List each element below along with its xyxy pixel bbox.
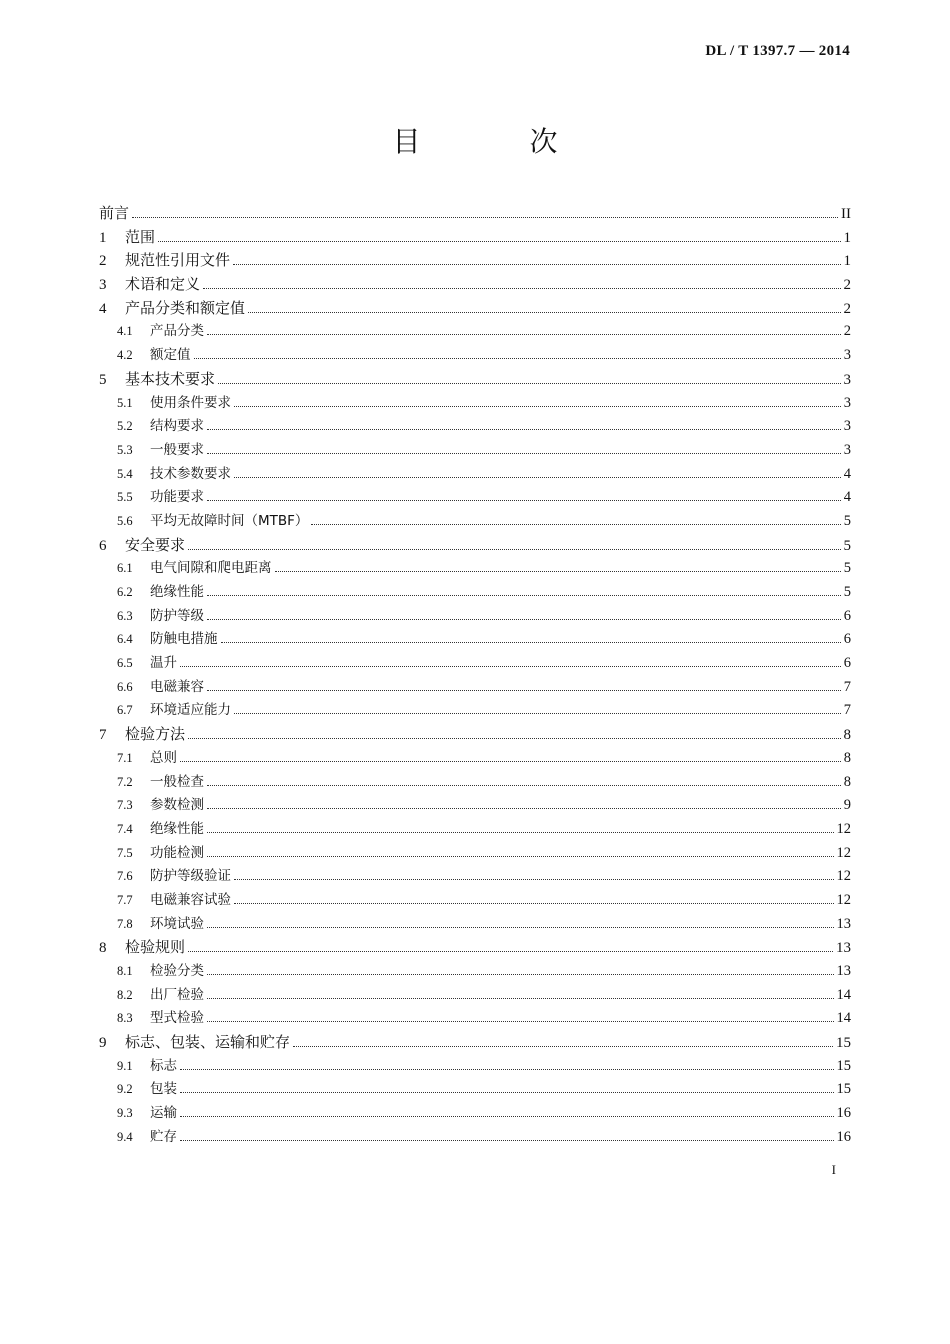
toc-entry-page: 6 [843, 607, 851, 624]
toc-entry[interactable] [99, 652, 851, 676]
toc-entry[interactable] [99, 249, 851, 273]
toc-entry[interactable] [99, 557, 851, 581]
toc-entry-title: 额定值 [150, 347, 191, 364]
toc-entry-title: 产品分类和额定值 [125, 298, 246, 317]
toc-entry-title: 包装 [150, 1081, 177, 1098]
toc-entry[interactable] [99, 1055, 851, 1079]
toc-entry-page: 8 [843, 727, 851, 744]
toc-entry-page: 5 [843, 584, 851, 600]
toc-dot-leader [234, 903, 834, 904]
document-code: DL / T 1397.7 — 2014 [705, 43, 850, 59]
toc-dot-leader [207, 500, 841, 501]
toc-entry-title: 型式检验 [150, 1010, 204, 1027]
toc-entry-page: 15 [836, 1035, 851, 1052]
toc-entry-number: 5 [99, 371, 107, 388]
toc-entry-page: 6 [843, 655, 851, 672]
toc-entry-title: 使用条件要求 [150, 394, 231, 411]
toc-entry-page: 15 [836, 1057, 851, 1074]
toc-dot-leader [207, 832, 834, 833]
toc-entry-number: 5.1 [117, 395, 133, 410]
page-number: I [831, 1162, 836, 1177]
toc-entry-page: 16 [836, 1105, 851, 1122]
toc-entry-number: 4.1 [117, 324, 133, 339]
toc-entry-number: 9 [99, 1035, 107, 1052]
toc-entry-number: 9.2 [117, 1082, 133, 1097]
toc-entry[interactable] [99, 984, 851, 1008]
toc-entry[interactable] [99, 723, 851, 747]
toc-dot-leader [207, 453, 841, 454]
toc-entry-number: 9.4 [117, 1129, 133, 1144]
toc-dot-leader [180, 666, 841, 667]
toc-entry-number: 7 [99, 727, 107, 744]
toc-dot-leader [248, 312, 840, 313]
toc-entry[interactable] [99, 676, 851, 700]
toc-entry-page: 6 [843, 631, 851, 648]
toc-entry-page: 16 [836, 1128, 851, 1145]
toc-entry[interactable] [99, 510, 851, 534]
toc-dot-leader [132, 217, 838, 218]
toc-entry-title: 术语和定义 [125, 275, 201, 294]
toc-dot-leader [233, 264, 840, 265]
toc-entry-title: 标志 [150, 1057, 177, 1074]
toc-entry-page: 2 [843, 300, 851, 317]
toc-entry-title: 电磁兼容试验 [150, 891, 231, 908]
toc-entry-page: 1 [843, 253, 851, 270]
toc-entry-number: 6.6 [117, 679, 133, 694]
toc-entry-title: 环境试验 [150, 915, 204, 932]
toc-dot-leader [203, 288, 840, 289]
toc-entry-page: 1 [843, 229, 851, 246]
toc-entry[interactable] [99, 463, 851, 487]
toc-entry-page: 2 [843, 323, 851, 340]
toc-entry[interactable] [99, 344, 851, 368]
toc-entry-page: 15 [836, 1081, 851, 1098]
toc-entry-title: 绝缘性能 [150, 584, 204, 600]
toc-entry-title: 防护等级验证 [150, 868, 231, 885]
toc-dot-leader [180, 761, 841, 762]
toc-entry-number: 5.5 [117, 490, 133, 505]
toc-entry-number: 7.5 [117, 845, 133, 860]
toc-entry-page: 13 [836, 940, 851, 957]
toc-dot-leader [180, 1092, 834, 1093]
toc-entry-page: 5 [843, 512, 851, 529]
toc-entry-number: 7.1 [117, 750, 133, 765]
toc-entry-number: 6.7 [117, 703, 133, 718]
toc-entry[interactable] [99, 1031, 851, 1055]
toc-entry-title: 技术参数要求 [150, 465, 231, 482]
toc-entry[interactable] [99, 439, 851, 463]
toc-entry-page: 3 [843, 418, 851, 435]
toc-dot-leader [207, 927, 834, 928]
toc-dot-leader [207, 856, 834, 857]
toc-entry[interactable] [99, 392, 851, 416]
toc-dot-leader [311, 524, 840, 525]
toc-entry[interactable] [99, 865, 851, 889]
toc-dot-leader [180, 1140, 834, 1141]
toc-dot-leader [234, 713, 841, 714]
toc-entry-number: 5.6 [117, 513, 133, 528]
toc-dot-leader [207, 998, 834, 999]
toc-entry[interactable] [99, 1126, 851, 1150]
toc-entry-number: 7.8 [117, 916, 133, 931]
toc-entry-number: 5.3 [117, 442, 133, 457]
toc-entry[interactable] [99, 226, 851, 250]
toc-dot-leader [207, 690, 841, 691]
toc-entry-title: 规范性引用文件 [125, 251, 231, 270]
toc-entry-page: 3 [843, 371, 851, 388]
toc-entry[interactable] [99, 960, 851, 984]
toc-entry-page: 12 [836, 844, 851, 861]
toc-entry[interactable] [99, 605, 851, 629]
toc-entry-page: 8 [843, 749, 851, 766]
toc-entry-page: 3 [843, 347, 851, 364]
toc-entry[interactable] [99, 202, 851, 226]
toc-entry-number: 6.1 [117, 561, 133, 576]
toc-entry-page: 8 [843, 773, 851, 790]
toc-entry-page: 9 [843, 797, 851, 814]
toc-entry-page: 7 [843, 702, 851, 719]
toc-entry-number: 5.4 [117, 466, 133, 481]
toc-entry[interactable] [99, 415, 851, 439]
toc-entry[interactable] [99, 1102, 851, 1126]
toc-entry-title: 防触电措施 [150, 631, 218, 648]
toc-entry-number: 6.2 [117, 585, 133, 599]
table-of-contents [99, 202, 851, 1150]
toc-entry-title: 检验分类 [150, 963, 204, 979]
toc-entry-title: 贮存 [150, 1128, 177, 1145]
toc-entry[interactable] [99, 368, 851, 392]
toc-entry-number: 8.3 [117, 1011, 133, 1026]
toc-dot-leader [180, 1069, 834, 1070]
toc-entry-number: 6 [99, 537, 107, 554]
toc-entry[interactable] [99, 818, 851, 842]
toc-entry-page: 13 [836, 963, 851, 979]
toc-entry-page: 13 [836, 915, 851, 932]
toc-dot-leader [207, 619, 841, 620]
toc-dot-leader [207, 595, 841, 596]
toc-entry-number: 5.2 [117, 419, 133, 434]
toc-entry-title: 功能要求 [150, 489, 204, 506]
toc-entry-page: 12 [836, 891, 851, 908]
toc-entry-title: 平均无故障时间（MTBF） [150, 512, 309, 529]
toc-entry[interactable] [99, 486, 851, 510]
toc-entry-page: 12 [836, 820, 851, 837]
toc-entry-page: II [841, 206, 851, 222]
toc-entry-number: 6.5 [117, 656, 133, 671]
toc-entry-page: 4 [843, 489, 851, 506]
toc-entry-page: 14 [836, 1010, 851, 1027]
toc-entry-page: 5 [843, 537, 851, 554]
toc-entry-page: 4 [843, 465, 851, 482]
toc-entry-page: 3 [843, 394, 851, 411]
toc-entry-title: 环境适应能力 [150, 702, 231, 719]
toc-entry[interactable] [99, 534, 851, 558]
toc-entry[interactable] [99, 581, 851, 605]
toc-entry-title: 功能检测 [150, 844, 204, 861]
toc-entry-title: 一般要求 [150, 441, 204, 458]
toc-entry[interactable] [99, 842, 851, 866]
toc-dot-leader [207, 1021, 834, 1022]
toc-dot-leader [234, 406, 841, 407]
toc-entry-title: 运输 [150, 1105, 177, 1122]
toc-entry-number: 9.1 [117, 1058, 133, 1073]
toc-entry-number: 6.3 [117, 608, 133, 623]
toc-entry-title: 产品分类 [150, 323, 204, 340]
toc-entry-number: 3 [99, 277, 107, 294]
toc-entry-title: 基本技术要求 [125, 369, 216, 388]
toc-entry-title: 结构要求 [150, 418, 204, 435]
toc-entry-number: 7.7 [117, 892, 133, 907]
toc-entry-title: 电气间隙和爬电距离 [150, 560, 272, 577]
toc-dot-leader [207, 785, 841, 786]
toc-entry-number: 4 [99, 300, 107, 317]
toc-entry-title: 出厂检验 [150, 986, 204, 1003]
toc-entry-title: 一般检查 [150, 773, 204, 790]
toc-dot-leader [207, 974, 834, 975]
toc-dot-leader [275, 571, 841, 572]
toc-dot-leader [180, 1116, 834, 1117]
toc-entry-number: 1 [99, 229, 107, 246]
toc-dot-leader [194, 358, 841, 359]
toc-dot-leader [207, 429, 841, 430]
toc-entry-title: 范围 [125, 227, 156, 246]
toc-dot-leader [158, 241, 840, 242]
toc-entry[interactable] [99, 1007, 851, 1031]
toc-entry[interactable] [99, 771, 851, 795]
toc-entry-page: 7 [843, 678, 851, 695]
toc-entry-number: 8.2 [117, 987, 133, 1002]
toc-dot-leader [234, 879, 834, 880]
toc-entry-number: 8.1 [117, 964, 133, 978]
toc-entry[interactable] [99, 628, 851, 652]
toc-dot-leader [218, 383, 840, 384]
toc-entry-number: 7.6 [117, 869, 133, 884]
toc-entry[interactable] [99, 297, 851, 321]
toc-entry[interactable] [99, 320, 851, 344]
toc-entry-page: 5 [843, 560, 851, 577]
toc-entry-number: 8 [99, 940, 107, 957]
toc-dot-leader [188, 549, 840, 550]
toc-entry-title: 检验规则 [125, 938, 186, 957]
toc-entry[interactable] [99, 913, 851, 937]
toc-entry-number: 7.2 [117, 774, 133, 789]
toc-dot-leader [221, 642, 841, 643]
toc-entry-title: 检验方法 [125, 725, 186, 744]
toc-dot-leader [234, 477, 841, 478]
toc-dot-leader [207, 334, 841, 335]
toc-dot-leader [207, 808, 841, 809]
toc-entry-number: 6.4 [117, 632, 133, 647]
toc-entry-title: 防护等级 [150, 607, 204, 624]
toc-entry-number: 2 [99, 253, 107, 270]
toc-entry-title: 标志、包装、运输和贮存 [125, 1033, 291, 1052]
toc-entry-title: 安全要求 [125, 535, 186, 554]
toc-entry[interactable] [99, 889, 851, 913]
toc-entry-title: 绝缘性能 [150, 820, 204, 837]
toc-entry-title: 参数检测 [150, 797, 204, 814]
toc-entry-number: 4.2 [117, 348, 133, 363]
toc-entry-page: 12 [836, 868, 851, 885]
toc-dot-leader [188, 951, 833, 952]
toc-entry[interactable] [99, 699, 851, 723]
toc-entry-number: 7.3 [117, 798, 133, 813]
toc-dot-leader [293, 1046, 833, 1047]
toc-entry[interactable] [99, 747, 851, 771]
toc-entry-title: 温升 [150, 655, 177, 672]
toc-entry[interactable] [99, 794, 851, 818]
toc-entry[interactable] [99, 1078, 851, 1102]
toc-entry-page: 3 [843, 441, 851, 458]
toc-entry-title: 前言 [99, 204, 130, 222]
page-title: 目 次 [392, 125, 608, 158]
toc-entry-number: 7.4 [117, 821, 133, 836]
toc-entry-page: 2 [843, 277, 851, 294]
toc-entry-title: 总则 [150, 749, 177, 766]
toc-entry[interactable] [99, 936, 851, 960]
toc-entry-page: 14 [836, 986, 851, 1003]
toc-entry-title: 电磁兼容 [150, 678, 204, 695]
toc-entry[interactable] [99, 273, 851, 297]
toc-dot-leader [188, 738, 840, 739]
toc-entry-number: 9.3 [117, 1106, 133, 1121]
